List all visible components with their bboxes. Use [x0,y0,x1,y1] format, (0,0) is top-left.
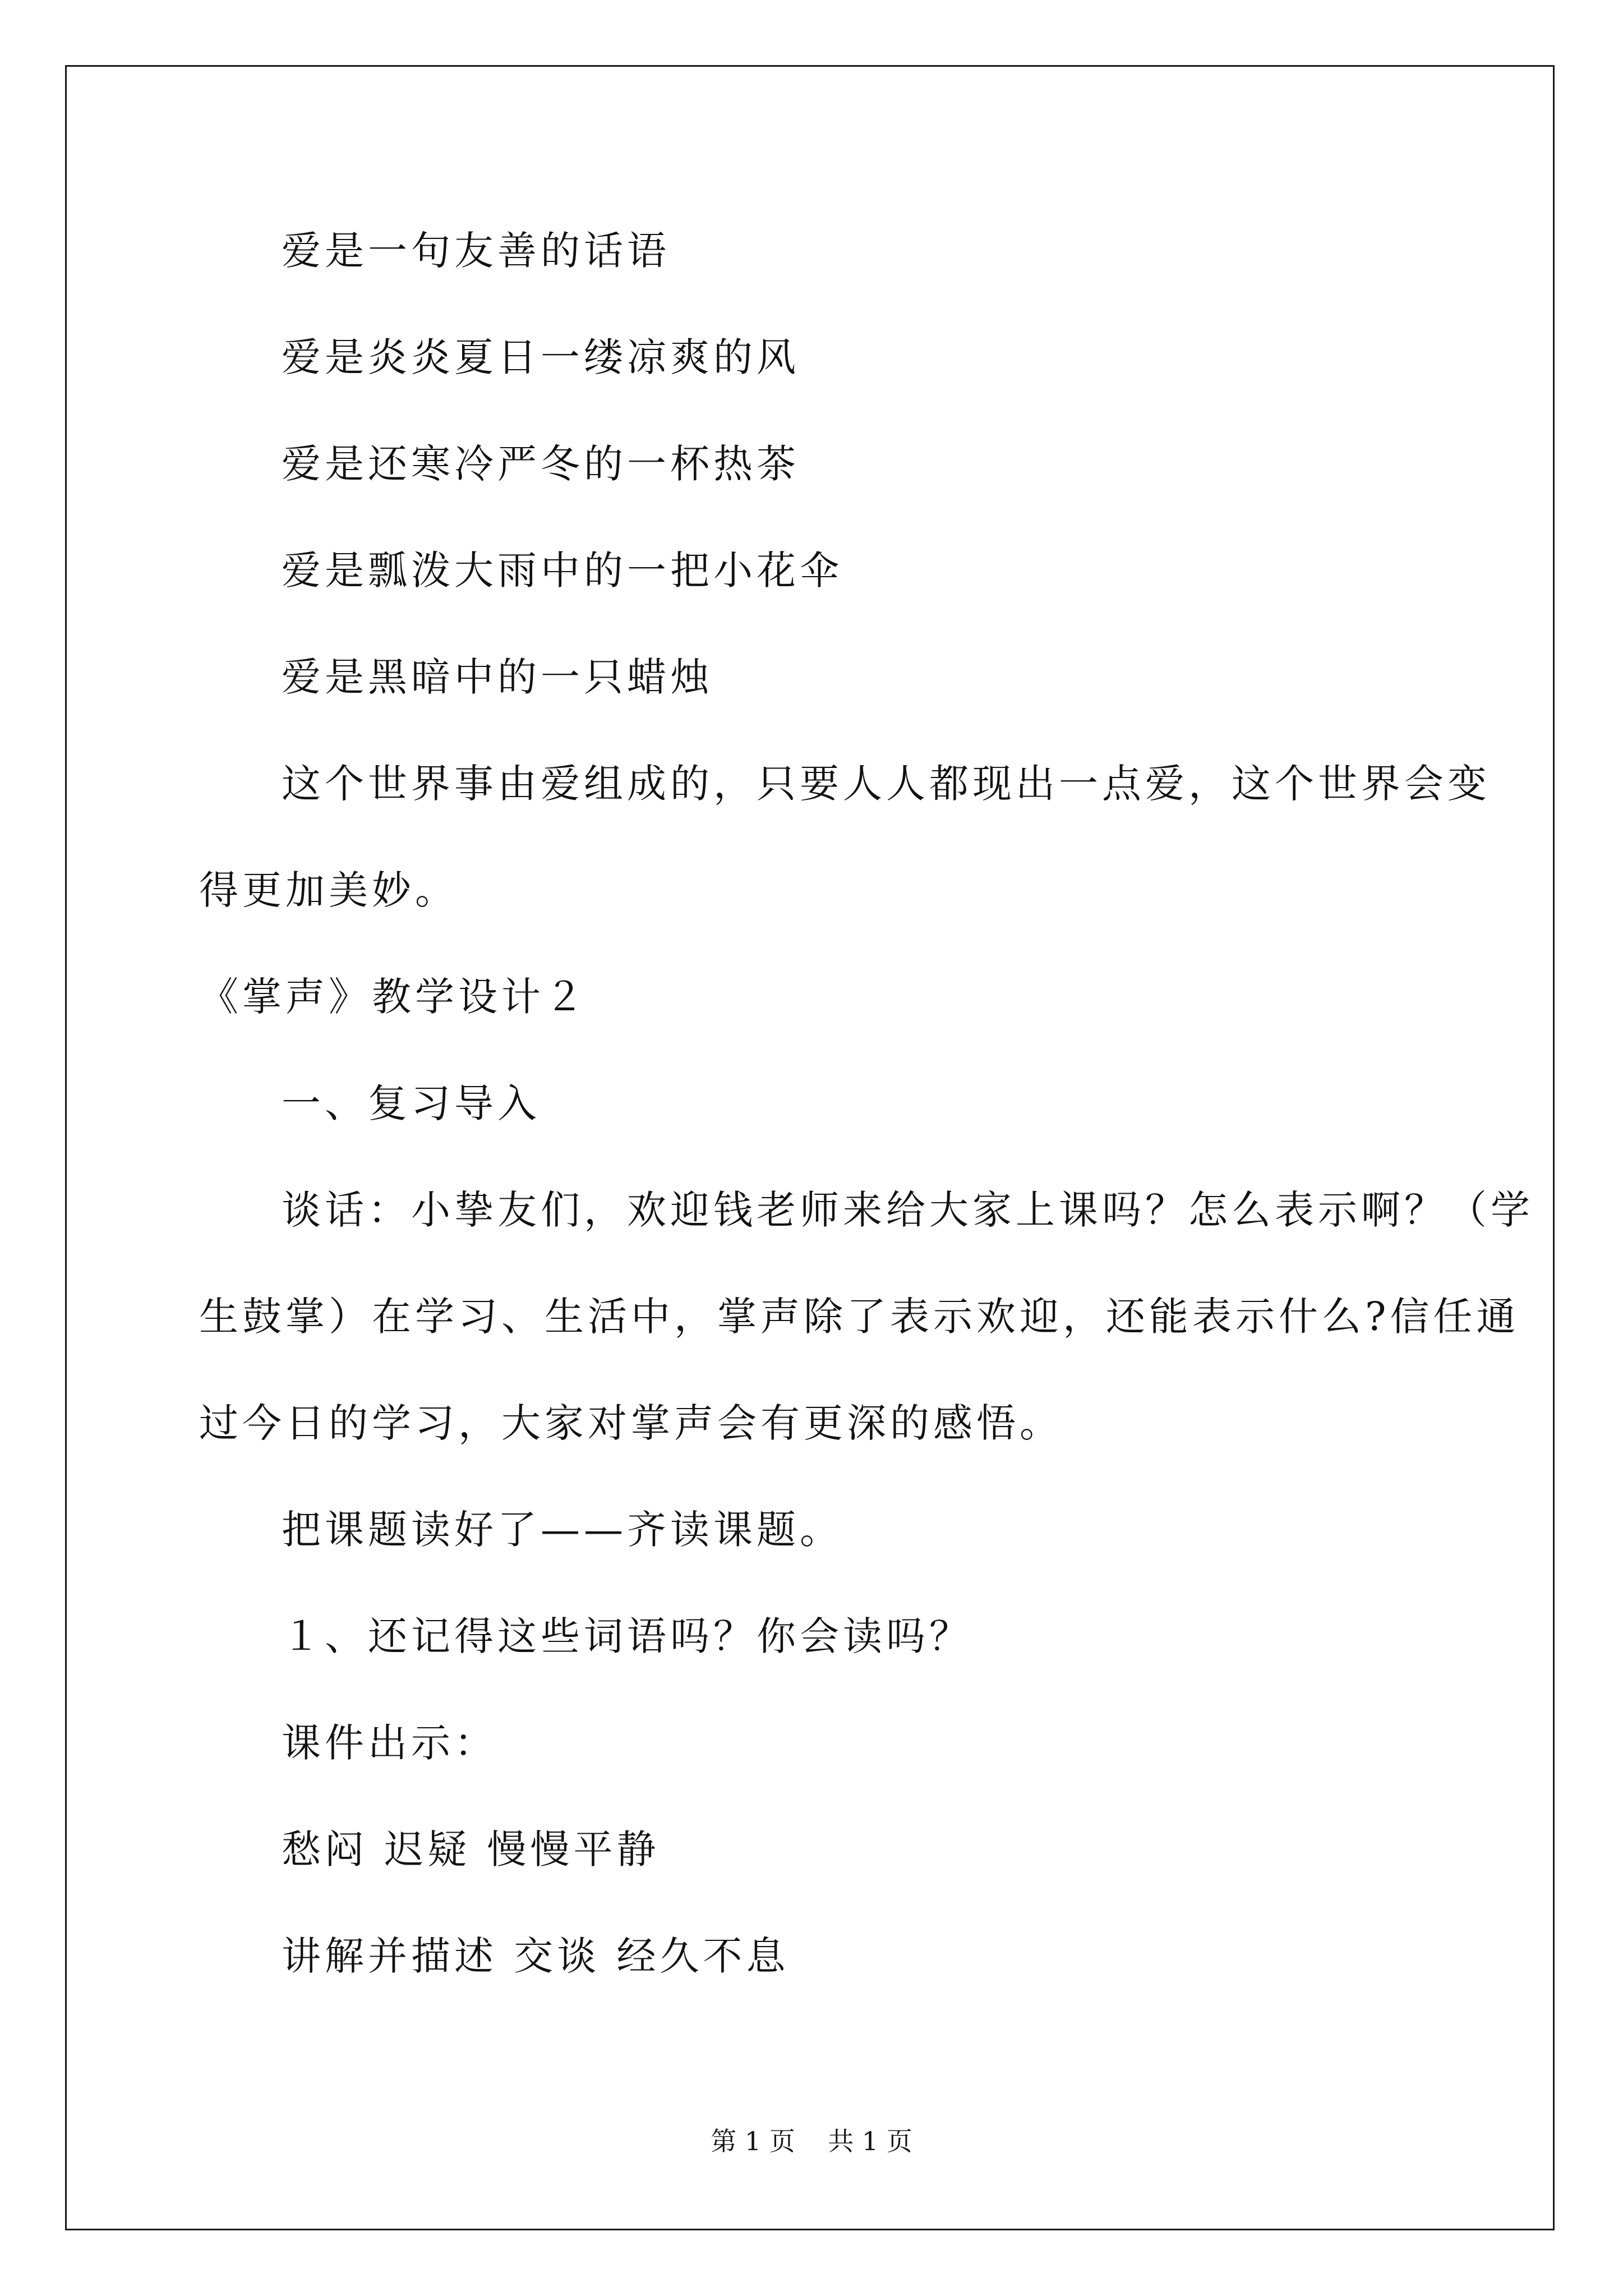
paragraph-line: 课件出示： [282,1720,497,1766]
subheading: 一、复习导入 [282,1080,541,1126]
paragraph-line: 爱是一句友善的话语 [282,228,670,274]
page-footer: 第 1 页 共 1 页 [711,2126,912,2156]
vocabulary-line: 讲解并描述 交谈 经久不息 [282,1933,790,1979]
section-heading: 《掌声》教学设计２ [199,974,588,1020]
paragraph-line: １、还记得这些词语吗？你会读吗？ [282,1613,972,1659]
paragraph-line: 过今日的学习，大家对掌声会有更深的感悟。 [199,1400,1063,1446]
paragraph-line: 爱是黑暗中的一只蜡烛 [282,654,713,700]
vocabulary-line: 愁闷 迟疑 慢慢平静 [282,1826,660,1872]
page-border [65,65,1555,2230]
paragraph-line: 把课题读好了——齐读课题。 [282,1507,843,1553]
paragraph-line: 这个世界事由爱组成的，只要人人都现出一点爱，这个世界会变 [282,761,1491,807]
paragraph-line: 爱是炎炎夏日一缕凉爽的风 [282,334,800,380]
paragraph-line: 谈话：小挚友们，欢迎钱老师来给大家上课吗？怎么表示啊？（学 [282,1187,1534,1233]
paragraph-line: 生鼓掌）在学习、生活中，掌声除了表示欢迎，还能表示什么?信任通 [199,1294,1520,1340]
paragraph-line: 爱是瓢泼大雨中的一把小花伞 [282,547,843,593]
paragraph-line: 爱是还寒冷严冬的一杯热茶 [282,441,800,487]
paragraph-line: 得更加美妙。 [199,867,458,913]
